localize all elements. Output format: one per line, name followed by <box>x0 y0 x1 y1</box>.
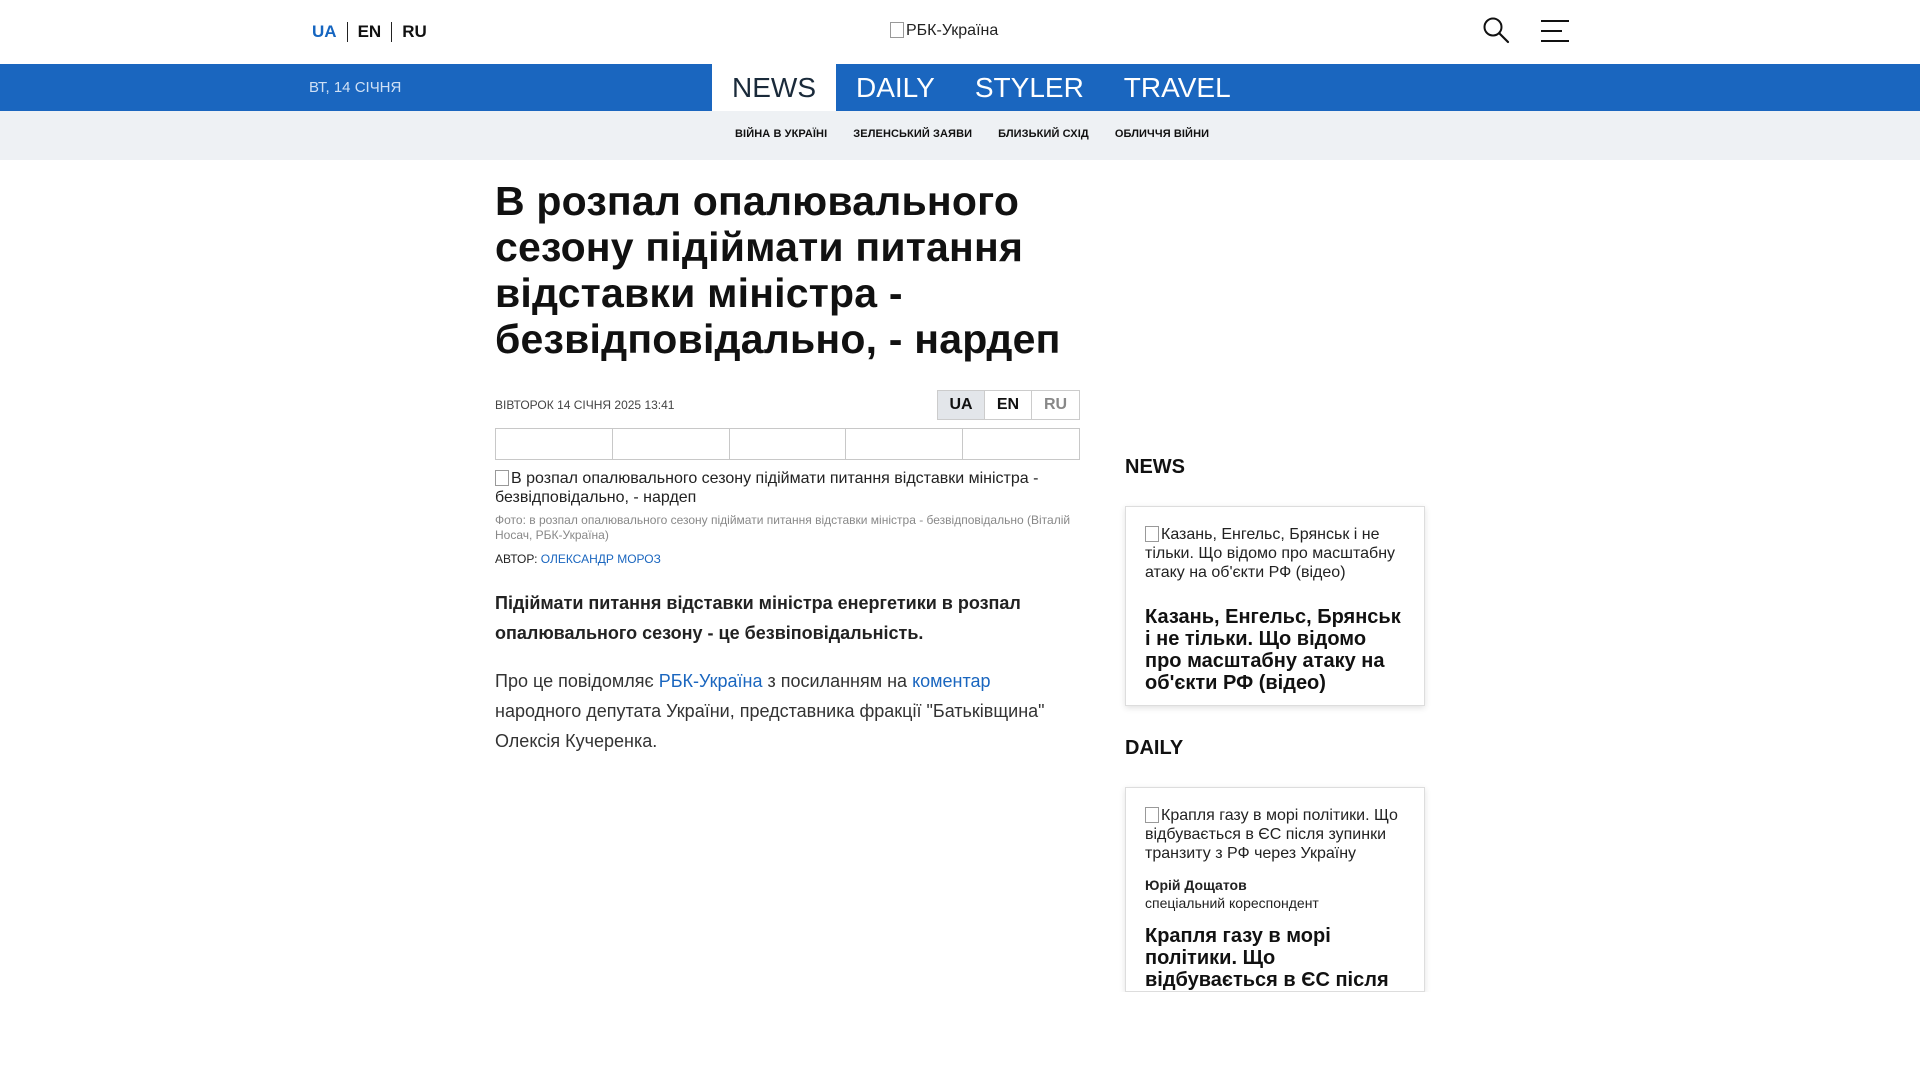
lang-ru-link[interactable]: RU <box>402 22 427 41</box>
daily-card-image-alt: Крапля газу в морі політики. Що відбувається в ЄС після зупинки транзиту з РФ через Україну <box>1145 807 1398 862</box>
share-button[interactable] <box>496 429 613 459</box>
news-card[interactable] <box>1125 506 1425 706</box>
tab-news[interactable]: NEWS <box>712 64 836 111</box>
paragraph-text: з посиланням на <box>762 671 913 691</box>
current-date: ВТ, 14 СІЧНЯ <box>309 79 402 96</box>
article-lang-en[interactable]: EN <box>985 391 1032 419</box>
news-card-title[interactable]: Казань, Енгельс, Брянськ і не тільки. Що відомо про масштабну атаку на об'єкти РФ (відео) <box>1145 606 1401 694</box>
news-card-image-alt: Казань, Енгельс, Брянськ і не тільки. Що відомо про масштабну атаку на об'єкти РФ (відео) <box>1145 526 1396 581</box>
daily-card-author[interactable]: Юрій Дощатов <box>1145 877 1247 893</box>
daily-card-image <box>1145 806 1405 863</box>
main-nav <box>0 64 1920 111</box>
subnav-zelensky-statements[interactable]: ЗЕЛЕНСЬКИЙ ЗАЯВИ <box>853 128 973 140</box>
language-switcher-top <box>312 22 437 42</box>
tab-travel[interactable]: TRAVEL <box>1123 72 1231 103</box>
article <box>495 178 1080 756</box>
lang-en-link[interactable]: EN <box>357 22 382 41</box>
article-lang-ru[interactable]: RU <box>1043 396 1068 413</box>
daily-card-title[interactable]: Крапля газу в морі політики. Що відбувається в ЄС після <box>1145 925 1389 991</box>
share-button[interactable] <box>963 429 1079 459</box>
subnav-war-in-ukraine[interactable]: ВІЙНА В УКРАЇНІ <box>735 128 828 140</box>
top-bar <box>0 0 1920 64</box>
article-language-switch <box>937 390 1080 420</box>
article-lang-ua[interactable]: UA <box>938 391 985 419</box>
news-card-image <box>1145 525 1405 582</box>
page-bottom-blank <box>0 992 1920 1080</box>
share-buttons <box>495 428 1080 460</box>
broken-image-icon <box>1145 526 1159 542</box>
subnav-middle-east[interactable]: БЛИЗЬКИЙ СХІД <box>998 128 1089 140</box>
share-button[interactable] <box>846 429 963 459</box>
author-line <box>495 552 1080 566</box>
author-link[interactable]: ОЛЕКСАНДР МОРОЗ <box>540 552 661 566</box>
daily-card-author-role: спеціальний кореспондент <box>1145 895 1319 911</box>
image-caption: Фото: в розпал опалювального сезону підіймати питання відставки міністра - безвідповідально (Віталій Носач, РБК-Україна) <box>495 513 1071 542</box>
broken-image-icon <box>1145 807 1159 823</box>
comment-link[interactable]: коментар <box>912 671 991 691</box>
share-button[interactable] <box>613 429 730 459</box>
article-paragraph <box>495 666 1080 756</box>
lang-ua-link[interactable]: UA <box>312 22 337 41</box>
sidebar-daily-heading[interactable]: DAILY <box>1125 737 1184 759</box>
sub-nav <box>0 111 1920 160</box>
broken-image-icon <box>890 22 904 38</box>
paragraph-text: народного депутата України, представника фракції "Батьківщина" Олексія Кучеренка. <box>495 701 1045 751</box>
rbc-ukraine-link[interactable]: РБК-Україна <box>658 671 763 691</box>
article-meta <box>495 390 1080 420</box>
article-image-alt: В розпал опалювального сезону підіймати питання відставки міністра - безвідповідально, - нардеп <box>495 470 1039 506</box>
search-icon[interactable] <box>1482 16 1510 44</box>
broken-image-icon <box>495 470 509 486</box>
logo-alt-text: РБК-Україна <box>906 22 999 39</box>
author-label: АВТОР: <box>495 552 538 566</box>
site-logo[interactable] <box>890 22 998 40</box>
publish-date: ВІВТОРОК 14 СІЧНЯ 2025 13:41 <box>495 398 675 412</box>
share-button[interactable] <box>730 429 847 459</box>
sidebar-news-heading[interactable]: NEWS <box>1125 456 1185 478</box>
paragraph-text: Про це повідомляє <box>495 671 659 691</box>
tab-daily[interactable]: DAILY <box>856 72 935 103</box>
subnav-faces-of-war[interactable]: ОБЛИЧЧЯ ВІЙНИ <box>1114 128 1210 140</box>
daily-card[interactable] <box>1125 787 1425 992</box>
tab-styler[interactable]: STYLER <box>974 72 1084 103</box>
article-image <box>495 469 1080 507</box>
hamburger-menu-icon[interactable] <box>1540 18 1570 44</box>
article-lead: Підіймати питання відставки міністра енергетики в розпал опалювального сезону - це безвіповідальність. <box>495 593 1021 643</box>
section-tabs <box>712 64 1251 111</box>
article-title: В розпал опалювального сезону підіймати питання відставки міністра - безвідповідально, - нардеп <box>495 178 1061 362</box>
